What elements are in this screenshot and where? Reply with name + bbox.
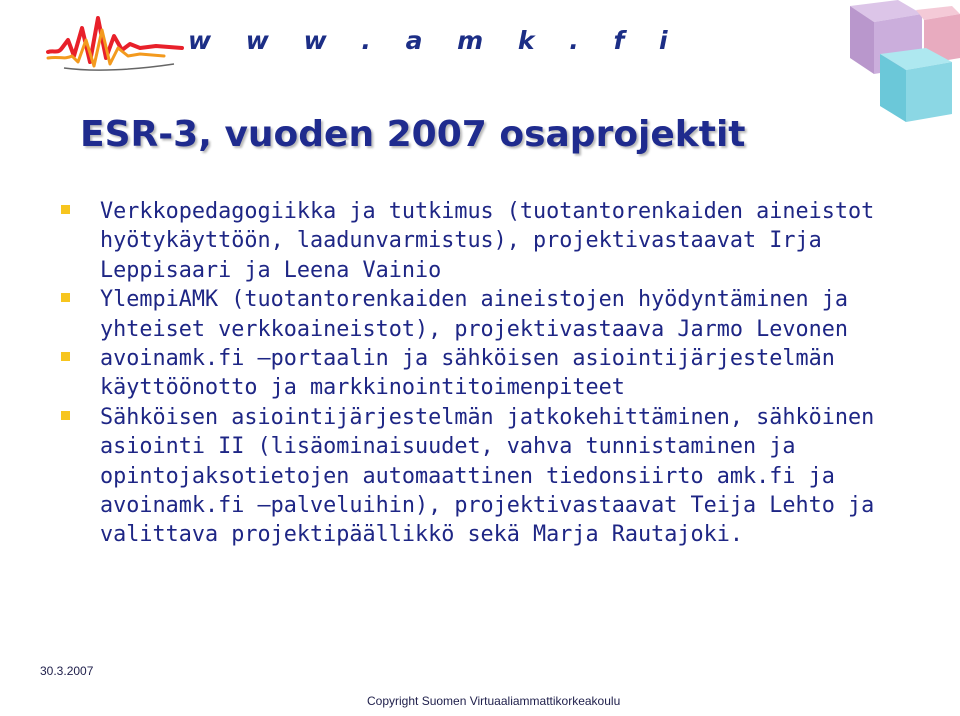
bullet-square-icon xyxy=(61,352,70,361)
bullet-square-icon xyxy=(61,205,70,214)
bullet-item xyxy=(60,344,955,403)
bullet-text: Verkkopedagogiikka ja tutkimus (tuotantorenkaiden aineistot hyötykäyttöön, laadunvarmistus), projektivastaavat Irja Leppisaari ja Leena Vainio xyxy=(100,199,875,283)
slide-title: ESR-3, vuoden 2007 osaprojektit xyxy=(80,114,746,155)
bullet-list xyxy=(60,197,955,550)
footer-copyright: Copyright Suomen Virtuaaliammattikorkeakoulu xyxy=(367,694,621,708)
bullet-text: Sähköisen asiointijärjestelmän jatkokehittäminen, sähköinen asiointi II (lisäominaisuudet, vahva tunnistaminen ja opintojaksotietojen automaattinen tiedonsiirto amk.fi ja avoinamk.fi –palveluihin), projektivastaavat Teija Lehto ja valittava projektipäällikkö sekä Marja Rautajoki. xyxy=(100,404,875,548)
stacked-cubes-icon xyxy=(730,0,960,125)
bullet-item xyxy=(60,285,955,344)
bullet-item xyxy=(60,197,955,285)
bullet-text: avoinamk.fi –portaalin ja sähköisen asiointijärjestelmän käyttöönotto ja markkinointitoimenpiteet xyxy=(100,346,835,401)
heartbeat-logo-icon xyxy=(44,10,184,80)
bullet-item xyxy=(60,403,955,550)
footer-date: 30.3.2007 xyxy=(40,664,94,678)
bullet-square-icon xyxy=(61,293,70,302)
bullet-text: YlempiAMK (tuotantorenkaiden aineistojen hyödyntäminen ja yhteiset verkkoaineistot), projektivastaava Jarmo Levonen xyxy=(100,287,849,342)
website-url: w w w . a m k . f i xyxy=(188,26,681,55)
bullet-square-icon xyxy=(61,411,70,420)
